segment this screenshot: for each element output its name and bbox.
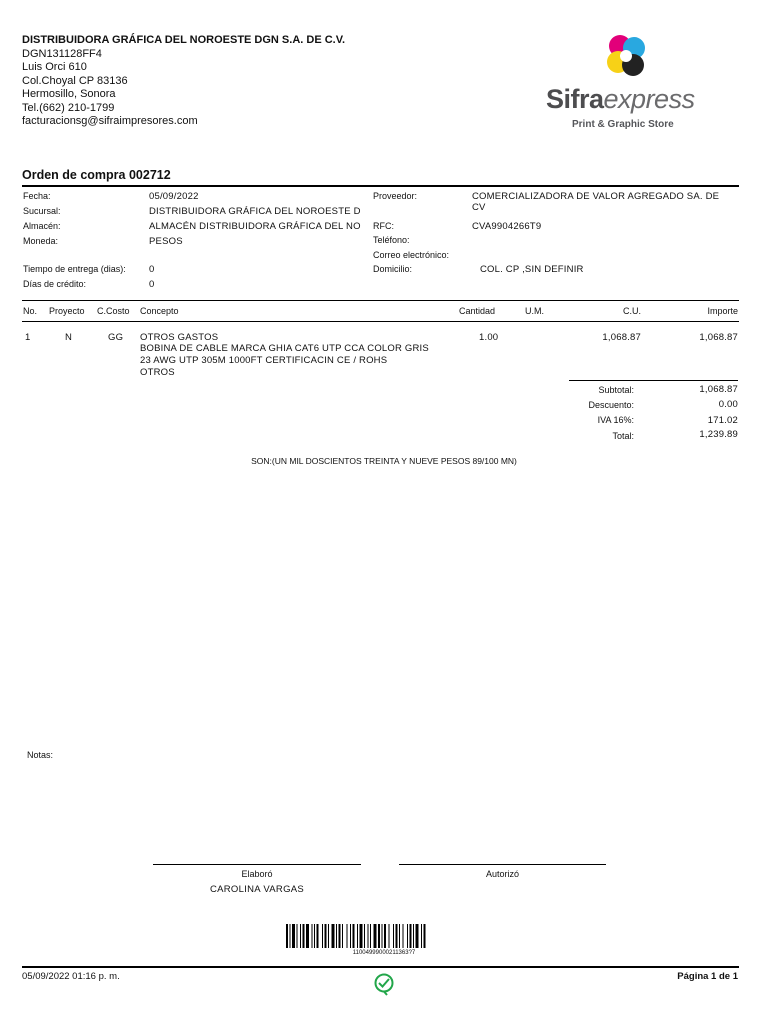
footer-datetime: 05/09/2022 01:16 p. m.: [22, 971, 120, 982]
company-info: [22, 34, 345, 129]
total-label: Total:: [612, 431, 634, 441]
barcode-bar: [416, 924, 419, 948]
table-top-line: [22, 300, 739, 301]
header-importe: Importe: [707, 306, 738, 316]
subtotal-label: Subtotal:: [598, 385, 634, 395]
elaboro-label: Elaboró: [241, 869, 273, 879]
barcode-bar: [286, 924, 288, 948]
moneda-label: Moneda:: [23, 236, 59, 246]
fecha-label: Fecha:: [23, 191, 51, 201]
header-cantidad: Cantidad: [459, 306, 496, 316]
proveedor-value-2: CV: [472, 202, 486, 213]
telefono-label: Teléfono:: [373, 235, 410, 245]
barcode-bar: [339, 924, 341, 948]
footer-page: Página 1 de 1: [677, 971, 738, 982]
proveedor-value-1: COMERCIALIZADORA DE VALOR AGREGADO SA. DE: [472, 191, 720, 202]
barcode: [286, 924, 482, 948]
barcode-bar: [364, 924, 365, 948]
barcode-bar: [368, 924, 369, 948]
barcode-bar: [322, 924, 323, 948]
notes-label: Notas:: [27, 750, 54, 760]
elaboro-name: CAROLINA VARGAS: [209, 884, 305, 895]
amount-in-words: SON:(UN MIL DOSCIENTOS TREINTA Y NUEVE PESOS 89/100 MN): [251, 456, 517, 466]
barcode-bar: [357, 924, 358, 948]
barcode-bar: [403, 924, 404, 948]
elaboro-signature-line: [153, 864, 361, 865]
tiempo-label: Tiempo de entrega (dias):: [23, 264, 126, 274]
barcode-bar: [393, 924, 394, 948]
tiempo-value: 0: [149, 264, 155, 275]
barcode-bar: [312, 924, 313, 948]
barcode-bar: [290, 924, 291, 948]
autorizo-signature-line: [399, 864, 606, 865]
iva-label: IVA 16%:: [597, 415, 634, 425]
row-proyecto: N: [65, 332, 73, 343]
table-header-line: [22, 321, 739, 322]
row-no: 1: [25, 332, 31, 343]
row-cantidad: 1.00: [479, 332, 499, 343]
header-concepto: Concepto: [140, 306, 179, 316]
footer-logo-icon: [372, 972, 396, 996]
company-phone: Tel.(662) 210-1799: [22, 101, 115, 114]
dias-label: Días de crédito:: [23, 279, 87, 289]
row-ccosto: GG: [108, 332, 124, 343]
subtotal-value: 1,068.87: [699, 384, 738, 395]
barcode-bar: [424, 924, 426, 948]
footer-divider: [22, 966, 739, 968]
company-email: facturacionsg@sifraimpresores.com: [22, 115, 198, 127]
domicilio-label: Domicilio:: [373, 264, 413, 274]
rfc-label: RFC:: [373, 221, 394, 231]
barcode-bar: [382, 924, 383, 948]
proveedor-label: Proveedor:: [373, 191, 418, 201]
correo-label: Correo electrónico:: [373, 250, 450, 260]
almacen-label: Almacén:: [23, 221, 61, 231]
header-cu: C.U.: [623, 306, 641, 316]
company-colony: Col.Choyal CP 83136: [22, 74, 128, 87]
barcode-number: 11004999000211363?7: [352, 950, 416, 956]
descuento-label: Descuento:: [588, 400, 634, 410]
total-value: 1,239.89: [699, 429, 738, 440]
barcode-bar: [413, 924, 414, 948]
company-name: DISTRIBUIDORA GRÁFICA DEL NOROESTE DGN S.A. DE C.V.: [22, 34, 346, 46]
barcode-bar: [389, 924, 390, 948]
dias-value: 0: [149, 279, 155, 290]
row-concepto-1: OTROS GASTOS: [140, 332, 219, 343]
barcode-bar: [314, 924, 315, 948]
barcode-bar: [378, 924, 380, 948]
brand-name: [546, 84, 695, 115]
totals-line: [569, 380, 738, 381]
barcode-bar: [370, 924, 371, 948]
fecha-value: 05/09/2022: [149, 191, 199, 202]
barcode-bar: [332, 924, 335, 948]
barcode-bar: [360, 924, 363, 948]
sucursal-label: Sucursal:: [23, 206, 61, 216]
domicilio-value: COL. CP ,SIN DEFINIR: [480, 264, 584, 275]
company-logo: [540, 28, 705, 136]
barcode-bar: [303, 924, 305, 948]
barcode-bar: [297, 924, 298, 948]
sucursal-value: DISTRIBUIDORA GRÁFICA DEL NOROESTE D: [149, 206, 361, 217]
row-concepto-4: OTROS: [140, 367, 175, 378]
barcode-bar: [328, 924, 329, 948]
barcode-bar: [350, 924, 351, 948]
barcode-bar: [300, 924, 301, 948]
barcode-bar: [325, 924, 327, 948]
company-rfc: DGN131128FF4: [22, 47, 102, 60]
moneda-value: PESOS: [149, 236, 183, 247]
iva-value: 171.02: [707, 415, 738, 426]
barcode-bar: [317, 924, 319, 948]
company-city: Hermosillo, Sonora: [22, 88, 116, 100]
brand-light: express: [603, 84, 695, 114]
barcode-bar: [399, 924, 400, 948]
header-proyecto: Proyecto: [49, 306, 85, 316]
order-title: Orden de compra 002712: [22, 168, 171, 182]
row-concepto-3: 23 AWG UTP 305M 1000FT CERTIFICACIN CE / ROHS: [140, 355, 388, 366]
title-divider: [22, 185, 739, 187]
barcode-bar: [396, 924, 398, 948]
barcode-bar: [407, 924, 408, 948]
rfc-value: CVA9904266T9: [472, 221, 542, 232]
autorizo-label: Autorizó: [485, 869, 520, 879]
header-ccosto: C.Costo: [97, 306, 130, 316]
barcode-bar: [421, 924, 422, 948]
header-no: No.: [23, 306, 38, 316]
brand-bold: Sifra: [546, 84, 604, 114]
barcode-bar: [292, 924, 295, 948]
almacen-value: ALMACÉN DISTRIBUIDORA GRÁFICA DEL NO: [149, 221, 361, 232]
row-concepto-2: BOBINA DE CABLE MARCA GHIA CAT6 UTP CCA COLOR GRIS: [140, 343, 429, 354]
company-street: Luis Orci 610: [22, 61, 87, 73]
barcode-bar: [353, 924, 355, 948]
barcode-bar: [374, 924, 377, 948]
barcode-bar: [342, 924, 343, 948]
barcode-bar: [410, 924, 412, 948]
barcode-bar: [336, 924, 337, 948]
row-cu: 1,068.87: [602, 332, 641, 343]
row-importe: 1,068.87: [699, 332, 738, 343]
barcode-bar: [306, 924, 309, 948]
barcode-bar: [384, 924, 386, 948]
header-um: U.M.: [525, 306, 544, 316]
brand-tagline: Print & Graphic Store: [572, 119, 674, 130]
sifra-logo-icon: [600, 30, 652, 82]
descuento-value: 0.00: [718, 399, 738, 410]
barcode-bar: [347, 924, 348, 948]
